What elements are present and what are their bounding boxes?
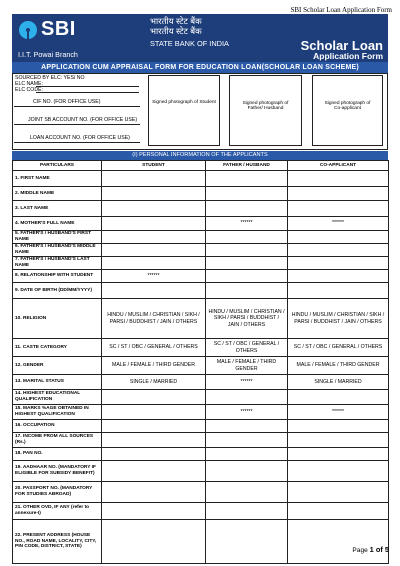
father-cell[interactable]: ****** <box>206 217 288 231</box>
father-cell[interactable] <box>206 482 288 503</box>
table-row <box>13 448 389 461</box>
row-label: 5. FATHER'S / HUSBAND'S FIRST NAME <box>13 231 102 244</box>
table-row <box>13 390 389 405</box>
coapplicant-cell[interactable]: HINDU / MUSLIM / CHRISTIAN / SIKH / PARSI / BUDDHIST / JAIN / OTHERS <box>288 299 389 339</box>
table-row <box>13 339 389 357</box>
form-heading: APPLICATION CUM APPRAISAL FORM FOR EDUCATION LOAN(SCHOLAR LOAN SCHEME) <box>12 62 388 73</box>
father-cell[interactable] <box>206 257 288 270</box>
page-current: 1 <box>369 545 374 554</box>
coapplicant-cell[interactable] <box>288 503 389 520</box>
table-row <box>13 244 389 257</box>
row-label: 2. MIDDLE NAME <box>13 187 102 201</box>
coapplicant-cell[interactable] <box>288 257 389 270</box>
father-cell[interactable]: ****** <box>206 375 288 390</box>
coapplicant-cell[interactable] <box>288 433 389 448</box>
table-row <box>13 420 389 433</box>
table-row <box>13 520 389 564</box>
row-label: 7. FATHER'S / HUSBAND'S LAST NAME <box>13 257 102 270</box>
student-cell[interactable] <box>102 201 206 217</box>
student-cell[interactable] <box>102 461 206 482</box>
father-cell[interactable] <box>206 187 288 201</box>
column-header: PARTICULARS <box>13 161 102 171</box>
row-label: 18. PAN NO. <box>13 448 102 461</box>
table-header-row <box>13 161 389 171</box>
page-of: of <box>375 545 383 554</box>
father-cell[interactable]: MALE / FEMALE / THIRD GENDER <box>206 357 288 375</box>
row-label: 4. MOTHER'S FULL NAME <box>13 217 102 231</box>
father-cell[interactable] <box>206 231 288 244</box>
elc-code-line <box>36 92 139 93</box>
hindi-line-1: भारतीय स्टेट बैंक <box>150 16 202 26</box>
table-row <box>13 270 389 283</box>
father-cell[interactable]: SC / ST / OBC / GENERAL / OTHERS <box>206 339 288 357</box>
father-cell[interactable] <box>206 171 288 187</box>
row-label: 19. AADHAAR NO. (MANDATORY IF ELIGIBLE FOR SUBSIDY BENEFIT) <box>13 461 102 482</box>
coapplicant-cell[interactable] <box>288 244 389 257</box>
table-row <box>13 357 389 375</box>
student-cell[interactable]: SINGLE / MARRIED <box>102 375 206 390</box>
row-label: 16. OCCUPATION <box>13 420 102 433</box>
father-cell[interactable] <box>206 448 288 461</box>
coapplicant-cell[interactable] <box>288 187 389 201</box>
student-cell[interactable] <box>102 503 206 520</box>
coapplicant-cell[interactable] <box>288 171 389 187</box>
father-cell[interactable] <box>206 503 288 520</box>
row-label: 20. PASSPORT NO. (MANDATORY FOR STUDIES ABROAD) <box>13 482 102 503</box>
cif-line <box>14 106 140 107</box>
personal-info-table <box>12 160 389 564</box>
row-label: 11. CASTE CATEGORY <box>13 339 102 357</box>
father-cell[interactable] <box>206 461 288 482</box>
row-label: 9. DATE OF BIRTH (DD/MM/YYYY) <box>13 283 102 299</box>
coapplicant-cell[interactable] <box>288 283 389 299</box>
product-title: Scholar Loan <box>300 38 383 53</box>
student-cell[interactable] <box>102 244 206 257</box>
table-row <box>13 187 389 201</box>
coapplicant-cell[interactable] <box>288 231 389 244</box>
table-row <box>13 283 389 299</box>
table-row <box>13 503 389 520</box>
elc-code-label: ELC CODE: <box>15 87 43 93</box>
father-cell[interactable] <box>206 201 288 217</box>
row-label: 6. FATHER'S / HUSBAND'S MIDDLE NAME <box>13 244 102 257</box>
father-cell[interactable] <box>206 433 288 448</box>
page-number <box>352 545 389 554</box>
row-label: 1. FIRST NAME <box>13 171 102 187</box>
product-subtitle: Application Form <box>313 51 383 61</box>
document-title: SBI Scholar Loan Application Form <box>290 6 392 14</box>
table-row <box>13 482 389 503</box>
coapplicant-cell[interactable]: SC / ST / OBC / GENERAL / OTHERS <box>288 339 389 357</box>
table-row <box>13 231 389 244</box>
table-row <box>13 433 389 448</box>
hindi-line-2: भारतीय स्टेट बैंक <box>150 25 202 36</box>
table-row <box>13 461 389 482</box>
photo-box-parent <box>229 75 302 146</box>
column-header: FATHER / HUSBAND <box>206 161 288 171</box>
sbi-logo-slot <box>27 31 29 40</box>
row-label: 13. MARITAL STATUS <box>13 375 102 390</box>
student-cell[interactable] <box>102 405 206 420</box>
column-header: STUDENT <box>102 161 206 171</box>
column-header: CO-APPLICANT <box>288 161 389 171</box>
student-cell[interactable] <box>102 283 206 299</box>
father-cell[interactable] <box>206 270 288 283</box>
table-row <box>13 171 389 187</box>
student-cell[interactable] <box>102 390 206 405</box>
student-cell[interactable]: SC / ST / OBC / GENERAL / OTHERS <box>102 339 206 357</box>
bank-name-english: STATE BANK OF INDIA <box>150 39 229 48</box>
father-cell[interactable] <box>206 390 288 405</box>
student-cell[interactable] <box>102 482 206 503</box>
coapplicant-cell[interactable]: MALE / FEMALE / THIRD GENDER <box>288 357 389 375</box>
joint-sb-label: JOINT SB ACCOUNT NO. (FOR OFFICE USE) <box>28 117 138 123</box>
student-cell[interactable] <box>102 448 206 461</box>
coapplicant-cell[interactable] <box>288 420 389 433</box>
student-cell[interactable] <box>102 171 206 187</box>
table-row <box>13 375 389 390</box>
elc-name-label: ELC NAME: <box>15 81 43 87</box>
student-cell[interactable] <box>102 187 206 201</box>
bank-name-hindi <box>150 17 202 36</box>
cif-no-label: CIF NO. (FOR OFFICE USE) <box>33 99 101 105</box>
table-row <box>13 201 389 217</box>
row-label: 22. PRESENT ADDRESS (HOUSE NO., ROAD NAME, LOCALITY, CITY, PIN CODE, DISTRICT, STATE) <box>13 520 102 564</box>
page-total: 5 <box>384 545 389 554</box>
table-row <box>13 299 389 339</box>
coapplicant-cell[interactable]: SINGLE / MARRIED <box>288 375 389 390</box>
joint-sb-line <box>14 124 140 125</box>
student-cell[interactable] <box>102 217 206 231</box>
father-cell[interactable] <box>206 520 288 564</box>
section-title: (I) PERSONAL INFORMATION OF THE APPLICANTS <box>12 151 388 160</box>
student-cell[interactable] <box>102 257 206 270</box>
row-label: 10. RELIGION <box>13 299 102 339</box>
photo-parent-label: Signed photograph of Father/ Husband <box>242 101 289 112</box>
coapplicant-cell[interactable] <box>288 270 389 283</box>
student-cell[interactable]: ****** <box>102 270 206 283</box>
page-label: Page <box>352 547 368 554</box>
row-label: 15. MARKS %AGE OBTAINED IN HIGHEST QUALIFICATION <box>13 405 102 420</box>
coapplicant-cell[interactable] <box>288 461 389 482</box>
coapplicant-cell[interactable] <box>288 482 389 503</box>
father-cell[interactable] <box>206 283 288 299</box>
coapplicant-cell[interactable]: ****** <box>288 217 389 231</box>
father-cell[interactable] <box>206 420 288 433</box>
student-cell[interactable] <box>102 433 206 448</box>
table-row <box>13 405 389 420</box>
branch-name: I.I.T. Powai Branch <box>18 50 78 59</box>
table-row <box>13 257 389 270</box>
student-cell[interactable] <box>102 520 206 564</box>
row-label: 8. RELATIONSHIP WITH STUDENT <box>13 270 102 283</box>
coapplicant-cell[interactable] <box>288 390 389 405</box>
sourced-by-elc: SOURCED BY ELC: YES/ NO <box>15 75 85 81</box>
coapplicant-cell[interactable] <box>288 520 389 564</box>
photo-student-label: Signed photograph of Student <box>152 100 216 105</box>
row-label: 12. GENDER <box>13 357 102 375</box>
student-cell[interactable]: MALE / FEMALE / THIRD GENDER <box>102 357 206 375</box>
photo-box-student <box>148 75 220 146</box>
coapplicant-cell[interactable] <box>288 201 389 217</box>
coapplicant-cell[interactable]: ****** <box>288 405 389 420</box>
row-label: 14. HIGHEST EDUCATIONAL QUALIFICATION <box>13 390 102 405</box>
student-cell[interactable] <box>102 420 206 433</box>
table-row <box>13 217 389 231</box>
loan-account-line <box>14 142 140 143</box>
student-cell[interactable] <box>102 231 206 244</box>
row-label: 17. INCOME FROM ALL SOURCES (Rs.) <box>13 433 102 448</box>
loan-account-label: LOAN ACCOUNT NO. (FOR OFFICE USE) <box>30 135 130 141</box>
photo-box-coapplicant <box>312 75 383 146</box>
coapplicant-cell[interactable] <box>288 448 389 461</box>
student-cell[interactable]: HINDU / MUSLIM / CHRISTIAN / SIKH / PARSI / BUDDHIST / JAIN / OTHERS <box>102 299 206 339</box>
father-cell[interactable]: HINDU / MUSLIM / CHRISTIAN / SIKH / PARSI / BUDDHIST / JAIN / OTHERS <box>206 299 288 339</box>
logo-text: SBI <box>41 18 76 40</box>
father-cell[interactable]: ****** <box>206 405 288 420</box>
row-label: 3. LAST NAME <box>13 201 102 217</box>
father-cell[interactable] <box>206 244 288 257</box>
photo-coapp-label: Signed photograph of Co-applicant <box>324 101 371 112</box>
elc-name-line <box>36 86 139 87</box>
row-label: 21. OTHER OVD, IF ANY (refer to annexure-I) <box>13 503 102 520</box>
